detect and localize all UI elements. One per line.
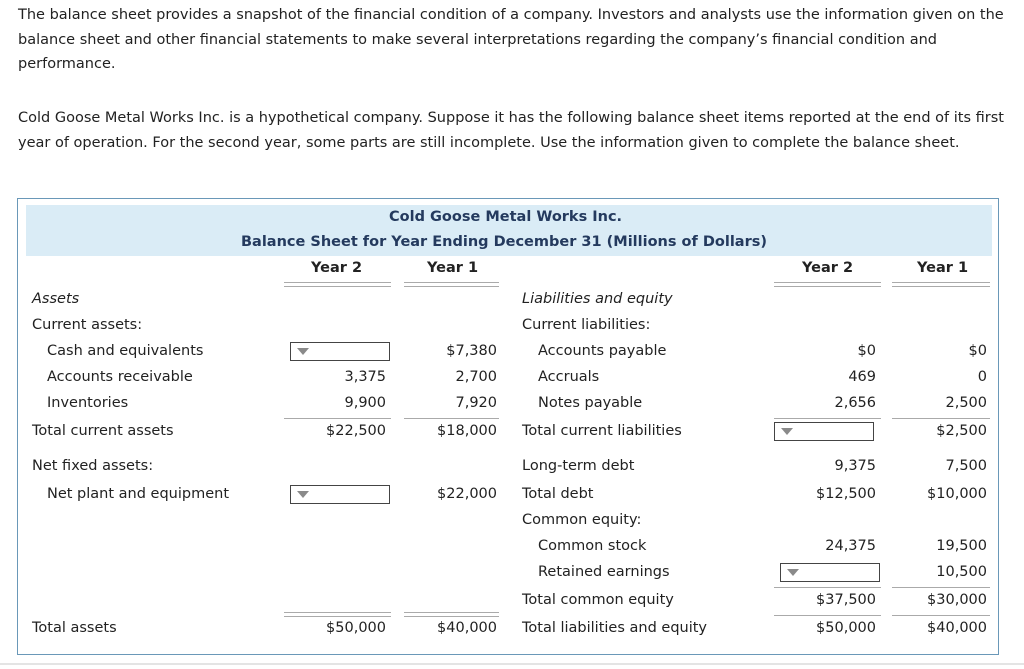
total-liabilities-equity-label: Total liabilities and equity (522, 620, 708, 636)
total-liabilities-equity-year1: $40,000 (927, 620, 987, 636)
rule (774, 587, 881, 588)
rule (892, 587, 990, 588)
total-current-assets-year2: $22,500 (326, 423, 386, 439)
cash-label: Cash and equivalents (47, 343, 204, 359)
rule (404, 282, 499, 287)
rule (284, 282, 391, 287)
header-liab-year1: Year 1 (917, 260, 969, 276)
rule (774, 615, 881, 616)
inventories-year1: 7,920 (455, 395, 497, 411)
dropdown-arrow-icon (297, 491, 309, 498)
total-common-equity-year2: $37,500 (816, 592, 876, 608)
total-current-liabilities-year1: $2,500 (936, 423, 987, 439)
ar-label: Accounts receivable (47, 369, 193, 385)
total-current-liabilities-label: Total current liabilities (522, 423, 682, 439)
total-debt-label: Total debt (522, 486, 594, 502)
net-plant-label: Net plant and equipment (47, 486, 230, 502)
rule (892, 615, 990, 616)
cash-year2-dropdown[interactable] (290, 342, 390, 361)
long-term-debt-year1: 7,500 (945, 458, 987, 474)
net-plant-year1: $22,000 (437, 486, 497, 502)
retained-earnings-label: Retained earnings (538, 564, 670, 580)
total-common-equity-label: Total common equity (522, 592, 674, 608)
intro-paragraph-1: The balance sheet provides a snapshot of the financial condition of a company. Investors and analysts use the information given on the balance sheet and other financial statements to make several interpretations regarding the company’s financial condition and performance. (18, 7, 1004, 72)
long-term-debt-label: Long-term debt (522, 458, 635, 474)
ap-label: Accounts payable (538, 343, 667, 359)
company-title: Cold Goose Metal Works Inc. (389, 209, 623, 225)
total-current-assets-label: Total current assets (32, 423, 174, 439)
inventories-label: Inventories (47, 395, 129, 411)
rule (284, 612, 391, 617)
rule (774, 282, 881, 287)
total-debt-year2: $12,500 (816, 486, 876, 502)
sheet-subtitle: Balance Sheet for Year Ending December 31 (Millions of Dollars) (241, 234, 767, 250)
ar-year1: 2,700 (455, 369, 497, 385)
current-liabilities-heading: Current liabilities: (522, 317, 651, 333)
net-fixed-assets-heading: Net fixed assets: (32, 458, 154, 474)
current-assets-heading: Current assets: (32, 317, 143, 333)
inventories-year2: 9,900 (344, 395, 386, 411)
notes-payable-year1: 2,500 (945, 395, 987, 411)
common-stock-year1: 19,500 (936, 538, 987, 554)
rule (774, 418, 881, 419)
rule (284, 418, 391, 419)
cash-year1: $7,380 (446, 343, 497, 359)
total-common-equity-year1: $30,000 (927, 592, 987, 608)
total-current-assets-year1: $18,000 (437, 423, 497, 439)
retained-earnings-year1: 10,500 (936, 564, 987, 580)
total-debt-year1: $10,000 (927, 486, 987, 502)
dropdown-arrow-icon (297, 348, 309, 355)
dropdown-arrow-icon (787, 569, 799, 576)
dropdown-arrow-icon (781, 428, 793, 435)
common-equity-heading: Common equity: (522, 512, 642, 528)
header-liab-year2: Year 2 (802, 260, 854, 276)
header-assets-year1: Year 1 (427, 260, 479, 276)
total-assets-year1: $40,000 (437, 620, 497, 636)
assets-heading: Assets (32, 291, 80, 307)
net-plant-year2-dropdown[interactable] (290, 485, 390, 504)
total-assets-year2: $50,000 (326, 620, 386, 636)
rule (892, 282, 990, 287)
header-assets-year2: Year 2 (311, 260, 363, 276)
liabilities-heading: Liabilities and equity (522, 291, 673, 307)
retained-earnings-year2-dropdown[interactable] (780, 563, 880, 582)
ap-year2: $0 (857, 343, 876, 359)
total-liabilities-equity-year2: $50,000 (816, 620, 876, 636)
rule (892, 418, 990, 419)
total-assets-label: Total assets (32, 620, 117, 636)
accruals-label: Accruals (538, 369, 600, 385)
ar-year2: 3,375 (344, 369, 386, 385)
common-stock-label: Common stock (538, 538, 647, 554)
rule (404, 418, 499, 419)
notes-payable-year2: 2,656 (834, 395, 876, 411)
accruals-year1: 0 (977, 369, 987, 385)
intro-paragraph-2: Cold Goose Metal Works Inc. is a hypothetical company. Suppose it has the following balance sheet items reported at the end of its first year of operation. For the second year, some parts are still incomplete. Use the information given to complete the balance sheet. (18, 110, 1004, 151)
accruals-year2: 469 (848, 369, 876, 385)
rule (404, 612, 499, 617)
notes-payable-label: Notes payable (538, 395, 643, 411)
long-term-debt-year2: 9,375 (834, 458, 876, 474)
page-divider (0, 663, 1024, 665)
ap-year1: $0 (968, 343, 987, 359)
total-current-liabilities-year2-dropdown[interactable] (774, 422, 874, 441)
common-stock-year2: 24,375 (825, 538, 876, 554)
balance-sheet-table (17, 198, 999, 655)
